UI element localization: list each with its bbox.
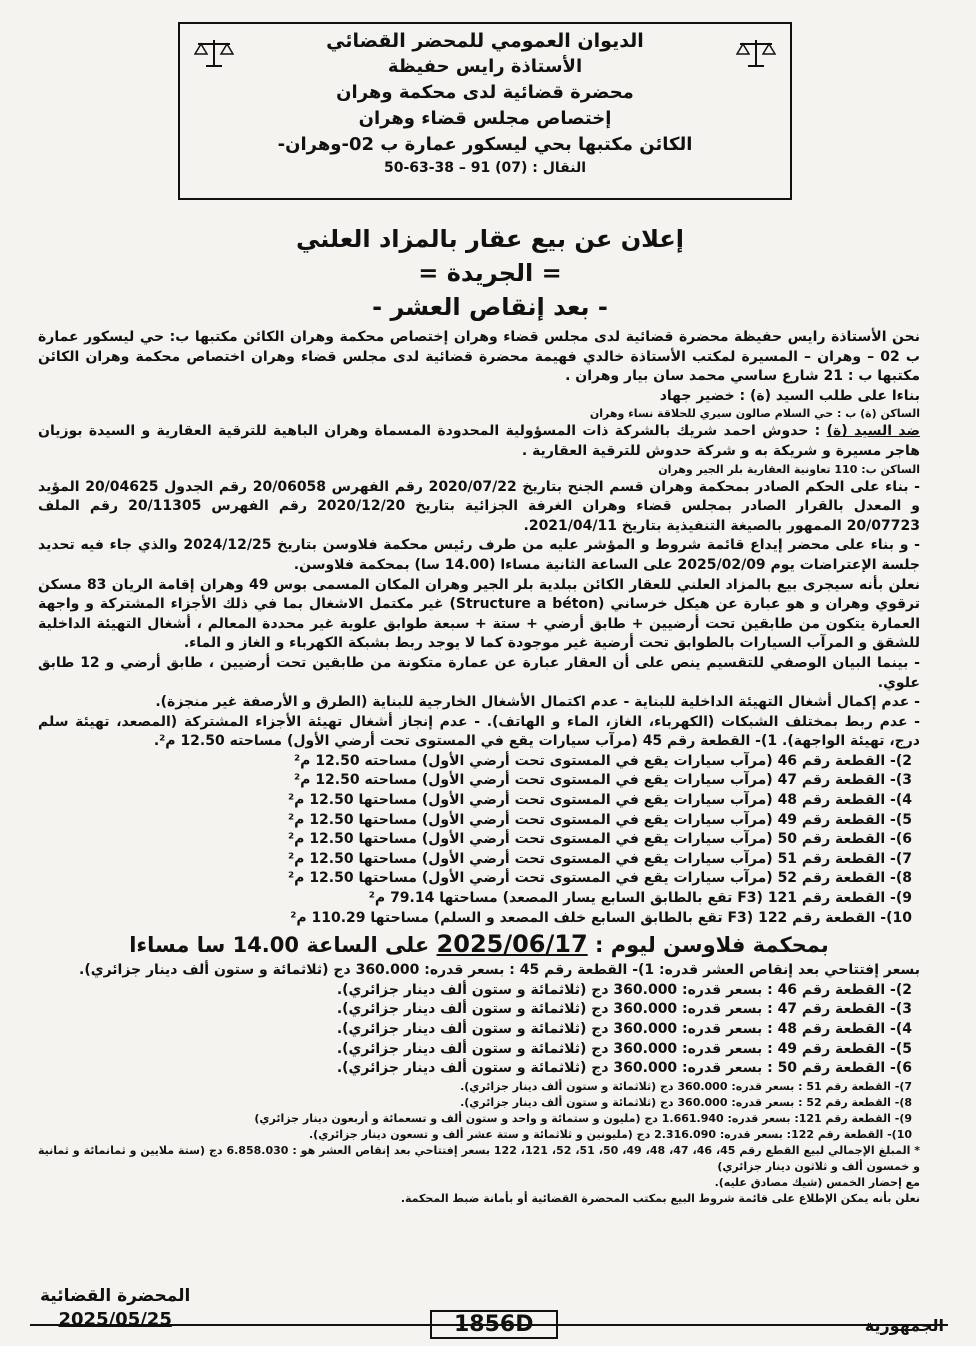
page-footer <box>30 1284 948 1344</box>
check-requirement: مع إحضار الخمس (شيك مصادق عليه). <box>714 1175 920 1189</box>
against-label: ضد السيد (ة) <box>826 423 920 440</box>
list-item: 3)- القطعة رقم 47 : بسعر قدره: 360.000 دج (ثلاثمائة و ستون ألف دينار جزائري). <box>336 1001 912 1018</box>
request-line: بناءا على طلب السيد (ة) : خضير جهاد <box>659 387 920 404</box>
list-item: 8)- القطعة رقم 52 (مرآب سيارات يقع في المستوى تحت أرضي الأول) مساحتها 12.50 م² <box>288 870 912 887</box>
list-item: 7)- القطعة رقم 51 : بسعر قدره: 360.000 دج (ثلاثمائة و ستون ألف دينار جزائري). <box>460 1079 912 1093</box>
list-item: 6)- القطعة رقم 50 (مرآب سيارات يقع في المستوى تحت أرضي الأول) مساحتها 12.50 م² <box>288 831 912 848</box>
against-text: : حدوش احمد شريك بالشركة ذات المسؤولية المحدودة المسماة وهران الباهية للترقية العقارية و السيدة بوزيان هاجر مسيرة و شريكة به و شركة حدوش للترقية العقارية . <box>38 423 920 459</box>
session-line <box>38 928 920 961</box>
announcement-titles <box>180 222 800 324</box>
closing-note: نعلن بأنه يمكن الإطلاع على قائمة شروط البيع بمكتب المحضرة القضائية أو بأمانة ضبط المحكمة. <box>400 1191 920 1205</box>
bailiff-jurisdiction: إختصاص مجلس قضاء وهران <box>358 108 612 129</box>
phone-label: النقال : <box>532 160 587 176</box>
announcement-title: إعلان عن بيع عقار بالمزاد العلني <box>295 225 685 253</box>
list-item: 10)- القطعة رقم 122 (F3 تقع بالطابق السابع خلف المصعد و السلم) مساحتها 110.29 م² <box>290 909 912 926</box>
resident-line: الساكن (ة) ب : حي السلام صالون سيري للحلاقة نساء وهران <box>589 407 920 421</box>
notice-paragraph: نعلن بأنه سيجرى بيع بالمزاد العلني للعقار الكائن ببلدية بلر الجير وهران المكان المسمى بوس 49 وهران إقامة الريان 83 مسكن ترقوي وهران و هو عبارة عن هيكل خرساني (Structure a béton) غير مكتمل الاشغال بما في ذلك الأجزاء المشتركة و واجهة العمارة يتكون من طابقين تحت أرضيين + طابق أرضي + ستة + سبعة طوابق علوية غير محددة المعالم ، أشغال التهيئة الداخلية للشقق و المرآب السيارات بالطوابق تحت أرضية غير موجودة كما لا يوجد ربط بشبكة الكهرباء و الغاز و الماء. <box>38 576 921 652</box>
list-item: 5)- القطعة رقم 49 (مرآب سيارات يقع في المستوى تحت أرضي الأول) مساحتها 12.50 م² <box>288 811 912 828</box>
phone-number: 50-63-38 – 91 (07) <box>383 160 528 176</box>
scales-of-justice-icon <box>194 38 234 68</box>
list-item: 3)- القطعة رقم 47 (مرآب سيارات يقع في المستوى تحت أرضي الأول) مساحته 12.50 م² <box>294 772 912 789</box>
works-paragraph-1: - عدم إكمال أشغال التهيئة الداخلية للبناية - عدم اكتمال الأشغال الخارجية للبناية (الطرق و الأرصفة غير منجزة). <box>155 694 920 711</box>
phone-line <box>180 158 790 178</box>
office-address: الكائن مكتبها بحي ليسكور عمارة ب 02-وهران- <box>277 134 693 155</box>
description-paragraph: - بينما البيان الوصفي للتقسيم ينص على أن العقار عبارة عن عمارة متكونة من طابقين تحت أرضيين ، طابق أرضي و 12 طابق علوي. <box>38 654 920 691</box>
list-item: 7)- القطعة رقم 51 (مرآب سيارات يقع في المستوى تحت أرضي الأول) مساحتها 12.50 م² <box>288 850 912 867</box>
domicile-line: الساكن ب: 110 تعاونية العقارية بلر الجير وهران <box>658 462 920 476</box>
total-price: * المبلغ الإجمالي لبيع القطع رقم 45، 46، 47، 48، 49، 50، 51، 52، 121، 122 بسعر إفتتاحي بعد إنقاص العشر هو : 6.858.030 دج (ستة ملايين و ثمانمائة و ثمانية و خمسون ألف و ثلاثون دينار جزائري) <box>38 1143 921 1173</box>
newspaper-name: الجمهورية <box>864 1316 944 1335</box>
prices-list <box>38 981 920 1143</box>
list-item: 8)- القطعة رقم 52 : بسعر قدره: 360.000 دج (ثلاثمائة و ستون ألف دينار جزائري). <box>460 1095 912 1109</box>
list-item: 6)- القطعة رقم 50 : بسعر قدره: 360.000 دج (ثلاثمائة و ستون ألف دينار جزائري). <box>336 1060 912 1077</box>
session-time: على الساعة 14.00 سا مساءا <box>129 933 430 958</box>
scales-of-justice-icon <box>736 38 776 68</box>
list-item: 4)- القطعة رقم 48 : بسعر قدره: 360.000 دج (ثلاثمائة و ستون ألف دينار جزائري). <box>336 1021 912 1037</box>
list-item: 4)- القطعة رقم 48 (مرآب سيارات يقع في المستوى تحت أرضي الأول) مساحتها 12.50 م² <box>288 792 912 809</box>
against-paragraph <box>38 422 920 461</box>
list-item: 2)- القطعة رقم 46 (مرآب سيارات يقع في المستوى تحت أرضي الأول) مساحته 12.50 م² <box>294 752 912 769</box>
announcement-body <box>38 328 920 1207</box>
bailiff-court: محضرة قضائية لدى محكمة وهران <box>336 82 634 103</box>
signature-date: 2025/05/25 <box>58 1309 172 1330</box>
announcement-subtitle: - بعد إنقاص العشر - <box>372 293 608 321</box>
letterhead-box <box>178 22 792 200</box>
intro-paragraph: نحن الأستاذة رايس حفيظة محضرة قضائية لدى مجلس قضاء وهران إختصاص محكمة وهران الكائن مكتبها ب: حي ليسكور عمارة ب 02 – وهران – المسيرة لمكتب الأستاذة خالدي فهيمة محضرة قضائية لدى مجلس قضاء وهران اختصاص محكمة وهران الكائن مكتبها ب : 21 شارع ساسي محمد سان بيار وهران . <box>38 329 920 385</box>
session-prefix: بمحكمة فلاوسن ليوم : <box>594 933 829 958</box>
list-item: 10)- القطعة رقم 122: بسعر قدره: 2.316.090 دج (مليونين و ثلاثمائة و ستة عشر ألف و تسعون دينار جزائري). <box>309 1127 912 1141</box>
lots-list <box>38 752 920 928</box>
works-paragraph-2: - عدم ربط بمختلف الشبكات (الكهرباء، الغاز، الماء و الهاتف). - عدم إنجاز أشغال تهيئة الأجزاء المشتركة (المصعد، تهيئة سلم درج، تهيئة الواجهة). 1)- القطعة رقم 45 (مرآب سيارات يقع في المستوى تحت أرضي الأول) مساحته 12.50 م². <box>38 713 920 750</box>
list-item: 2)- القطعة رقم 46 : بسعر قدره: 360.000 دج (ثلاثمائة و ستون ألف دينار جزائري). <box>336 981 912 998</box>
prices-intro: بسعر إفتتاحي بعد إنقاص العشر قدره: 1)- القطعة رقم 45 : بسعر قدره: 360.000 دج (ثلاثمائة و ستون ألف دينار جزائري). <box>79 962 920 979</box>
ad-code: 1856D <box>430 1310 558 1339</box>
list-item: 9)- القطعة رقم 121 (F3 تقع بالطابق السابع يسار المصعد) مساحتها 79.14 م² <box>368 890 912 907</box>
session-date: 2025/06/17 <box>436 930 588 959</box>
office-title: الديوان العمومي للمحضر القضائي <box>326 30 644 52</box>
signature-title: المحضرة القضائية <box>40 1286 191 1306</box>
bailiff-name: الأستاذة رايس حفيظة <box>387 56 583 77</box>
deposit-paragraph: - و بناء على محضر إيداع قائمة شروط و المؤشر عليه من طرف رئيس محكمة فلاوسن بتاريخ 2024/12/25 والذي جاء فيه تحديد جلسة الإعتراضات يوم 2025/02/09 على الساعة الثانية مساءا (14.00 سا) بمحكمة فلاوسن. <box>38 537 920 573</box>
list-item: 5)- القطعة رقم 49 : بسعر قدره: 360.000 دج (ثلاثمائة و ستون ألف دينار جزائري). <box>336 1040 912 1057</box>
announcement-newspaper: = الجريدة = <box>418 259 562 287</box>
judgment-paragraph: - بناء على الحكم الصادر بمحكمة وهران قسم الجنح بتاريخ 2020/07/22 رقم الفهرس 20/06058 رقم الجدول 20/04625 المؤيد و المعدل بالقرار الصادر بمجلس قضاء وهران الغرفة الجزائية بتاريخ 2020/12/20 رقم الفهرس 20/11305 رقم الملف 20/07723 الممهور بالصيغة التنفيذية بتاريخ 2021/04/11. <box>38 478 920 534</box>
list-item: 9)- القطعة رقم 121: بسعر قدره: 1.661.940 دج (مليون و ستمائة و واحد و ستون ألف و تسعمائة و أربعون دينار جزائري) <box>254 1111 912 1125</box>
